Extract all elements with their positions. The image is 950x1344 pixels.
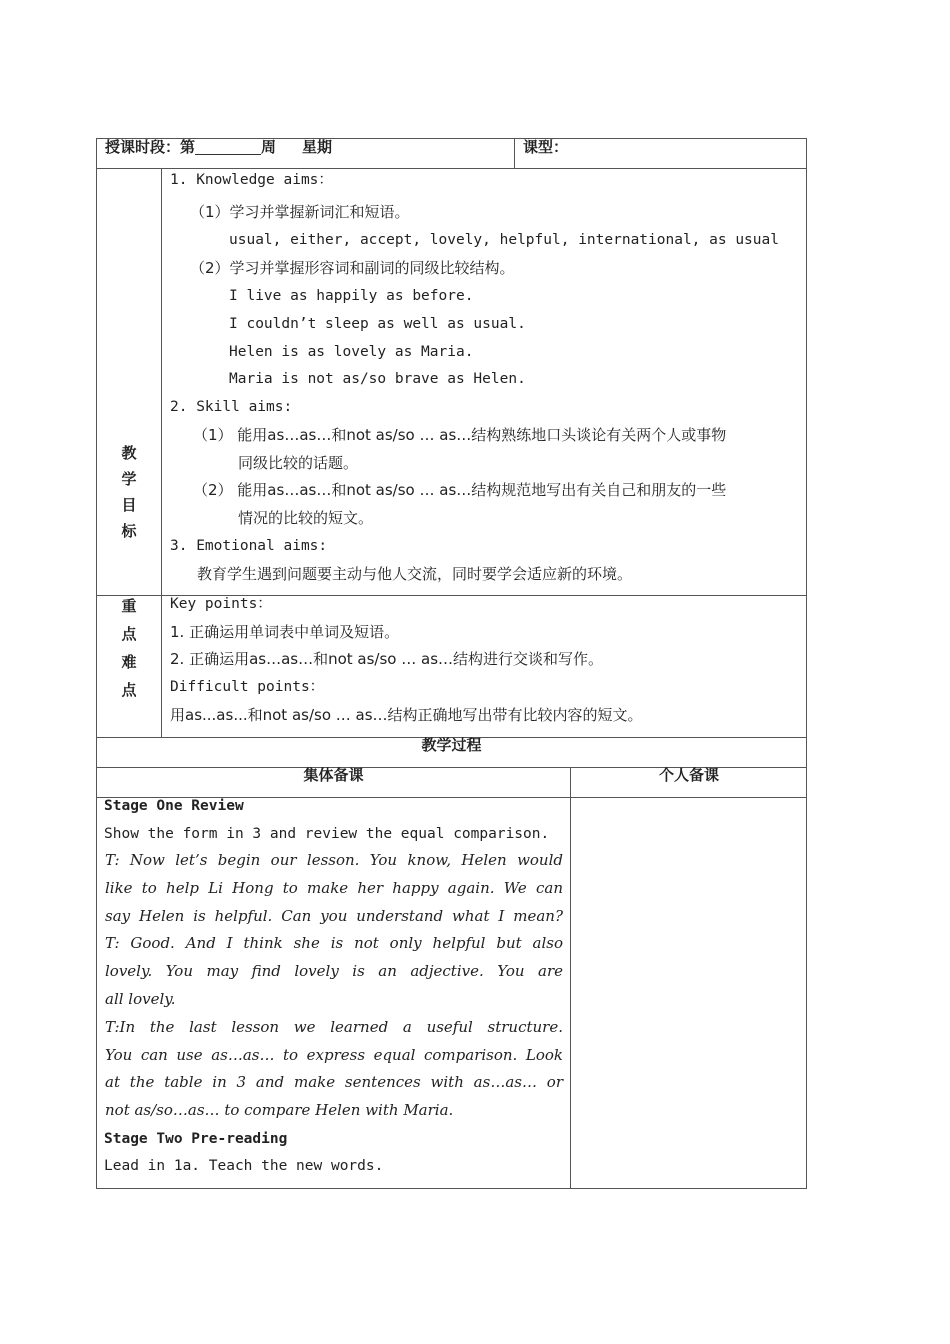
skill-item-2-cont: 情况的比较的短文。 bbox=[238, 509, 374, 527]
header-divider bbox=[514, 138, 515, 169]
skill-aims-title: 2. Skill aims: bbox=[170, 399, 293, 415]
column-divider bbox=[570, 767, 571, 1189]
difficult-points-title: Difficult points： bbox=[170, 679, 325, 695]
skill-item-2: （2） 能用as…as…和not as/so … as…结构规范地写出有关自己和朋友的一些 bbox=[193, 481, 727, 499]
stage-two-heading: Stage Two Pre-reading bbox=[104, 1131, 288, 1147]
week-blank bbox=[195, 140, 261, 155]
dialogue-line: T: Good. And I think she is not only helpful but also bbox=[105, 934, 563, 953]
key-points-side-label: 重 点 难 点 bbox=[121, 597, 137, 699]
emotional-aims-text: 教育学生遇到问题要主动与他人交流，同时要学会适应新的环境。 bbox=[197, 565, 633, 583]
show-form-line: Show the form in 3 and review the equal comparison. bbox=[104, 826, 550, 842]
period-label: 授课时段：第 周 星期 bbox=[105, 138, 333, 156]
example-sentence: Helen is as lovely as Maria. bbox=[229, 344, 474, 360]
dialogue-line: not as/so…as… to compare Helen with Maria. bbox=[105, 1101, 454, 1120]
example-sentence: I couldn’t sleep as well as usual. bbox=[229, 316, 526, 332]
vocabulary-list: usual, either, accept, lovely, helpful, international, as usual bbox=[229, 232, 779, 248]
dialogue-line: You can use as…as… to express equal comparison. Look bbox=[105, 1045, 563, 1064]
group-prep-header: 集体备课 bbox=[303, 766, 364, 784]
lead-in-line: Lead in 1a. Teach the new words. bbox=[104, 1158, 384, 1174]
emotional-aims-title: 3. Emotional aims: bbox=[170, 538, 328, 554]
weekday-label: 星期 bbox=[302, 138, 333, 156]
stage-one-heading: Stage One Review bbox=[104, 798, 244, 814]
example-sentence: Maria is not as/so brave as Helen. bbox=[229, 371, 526, 387]
knowledge-aims-title: 1. Knowledge aims： bbox=[170, 172, 333, 188]
lesson-type-label: 课型： bbox=[523, 138, 569, 156]
key-point-1: 1. 正确运用单词表中单词及短语。 bbox=[170, 623, 400, 641]
objectives-side-label: 教 学 目 标 bbox=[121, 444, 137, 540]
example-sentence: I live as happily as before. bbox=[229, 288, 474, 304]
dialogue-line: at the table in 3 and make sentences with as…as… or bbox=[105, 1073, 563, 1092]
personal-prep-header: 个人备课 bbox=[658, 766, 719, 784]
skill-item-1-cont: 同级比较的话题。 bbox=[238, 454, 359, 472]
process-title: 教学过程 bbox=[421, 736, 482, 754]
knowledge-item-1: （1）学习并掌握新词汇和短语。 bbox=[190, 203, 410, 221]
dialogue-line: all lovely. bbox=[105, 989, 176, 1008]
difficult-point-1: 用as...as...和not as/so … as…结构正确地写出带有比较内容的短文。 bbox=[170, 706, 643, 724]
dialogue-line: T:In the last lesson we learned a useful structure. bbox=[105, 1017, 563, 1036]
dialogue-line: lovely. You may find lovely is an adjective. You are bbox=[105, 962, 563, 981]
skill-item-1: （1） 能用as…as…和not as/so … as…结构熟练地口头谈论有关两个人或事物 bbox=[193, 426, 727, 444]
key-point-2: 2. 正确运用as…as…和not as/so … as…结构进行交谈和写作。 bbox=[170, 650, 604, 668]
knowledge-item-2: （2）学习并掌握形容词和副词的同级比较结构。 bbox=[190, 259, 515, 277]
dialogue-line: T: Now let’s begin our lesson. You know, Helen would bbox=[105, 851, 563, 869]
week-label: 周 bbox=[261, 138, 277, 156]
key-points-title: Key points： bbox=[170, 596, 272, 612]
teacher-dialogue bbox=[105, 847, 563, 1125]
dialogue-line: say Helen is helpful. Can you understand what I mean? bbox=[105, 906, 563, 925]
dialogue-line: like to help Li Hong to make her happy again. We can bbox=[105, 878, 563, 897]
